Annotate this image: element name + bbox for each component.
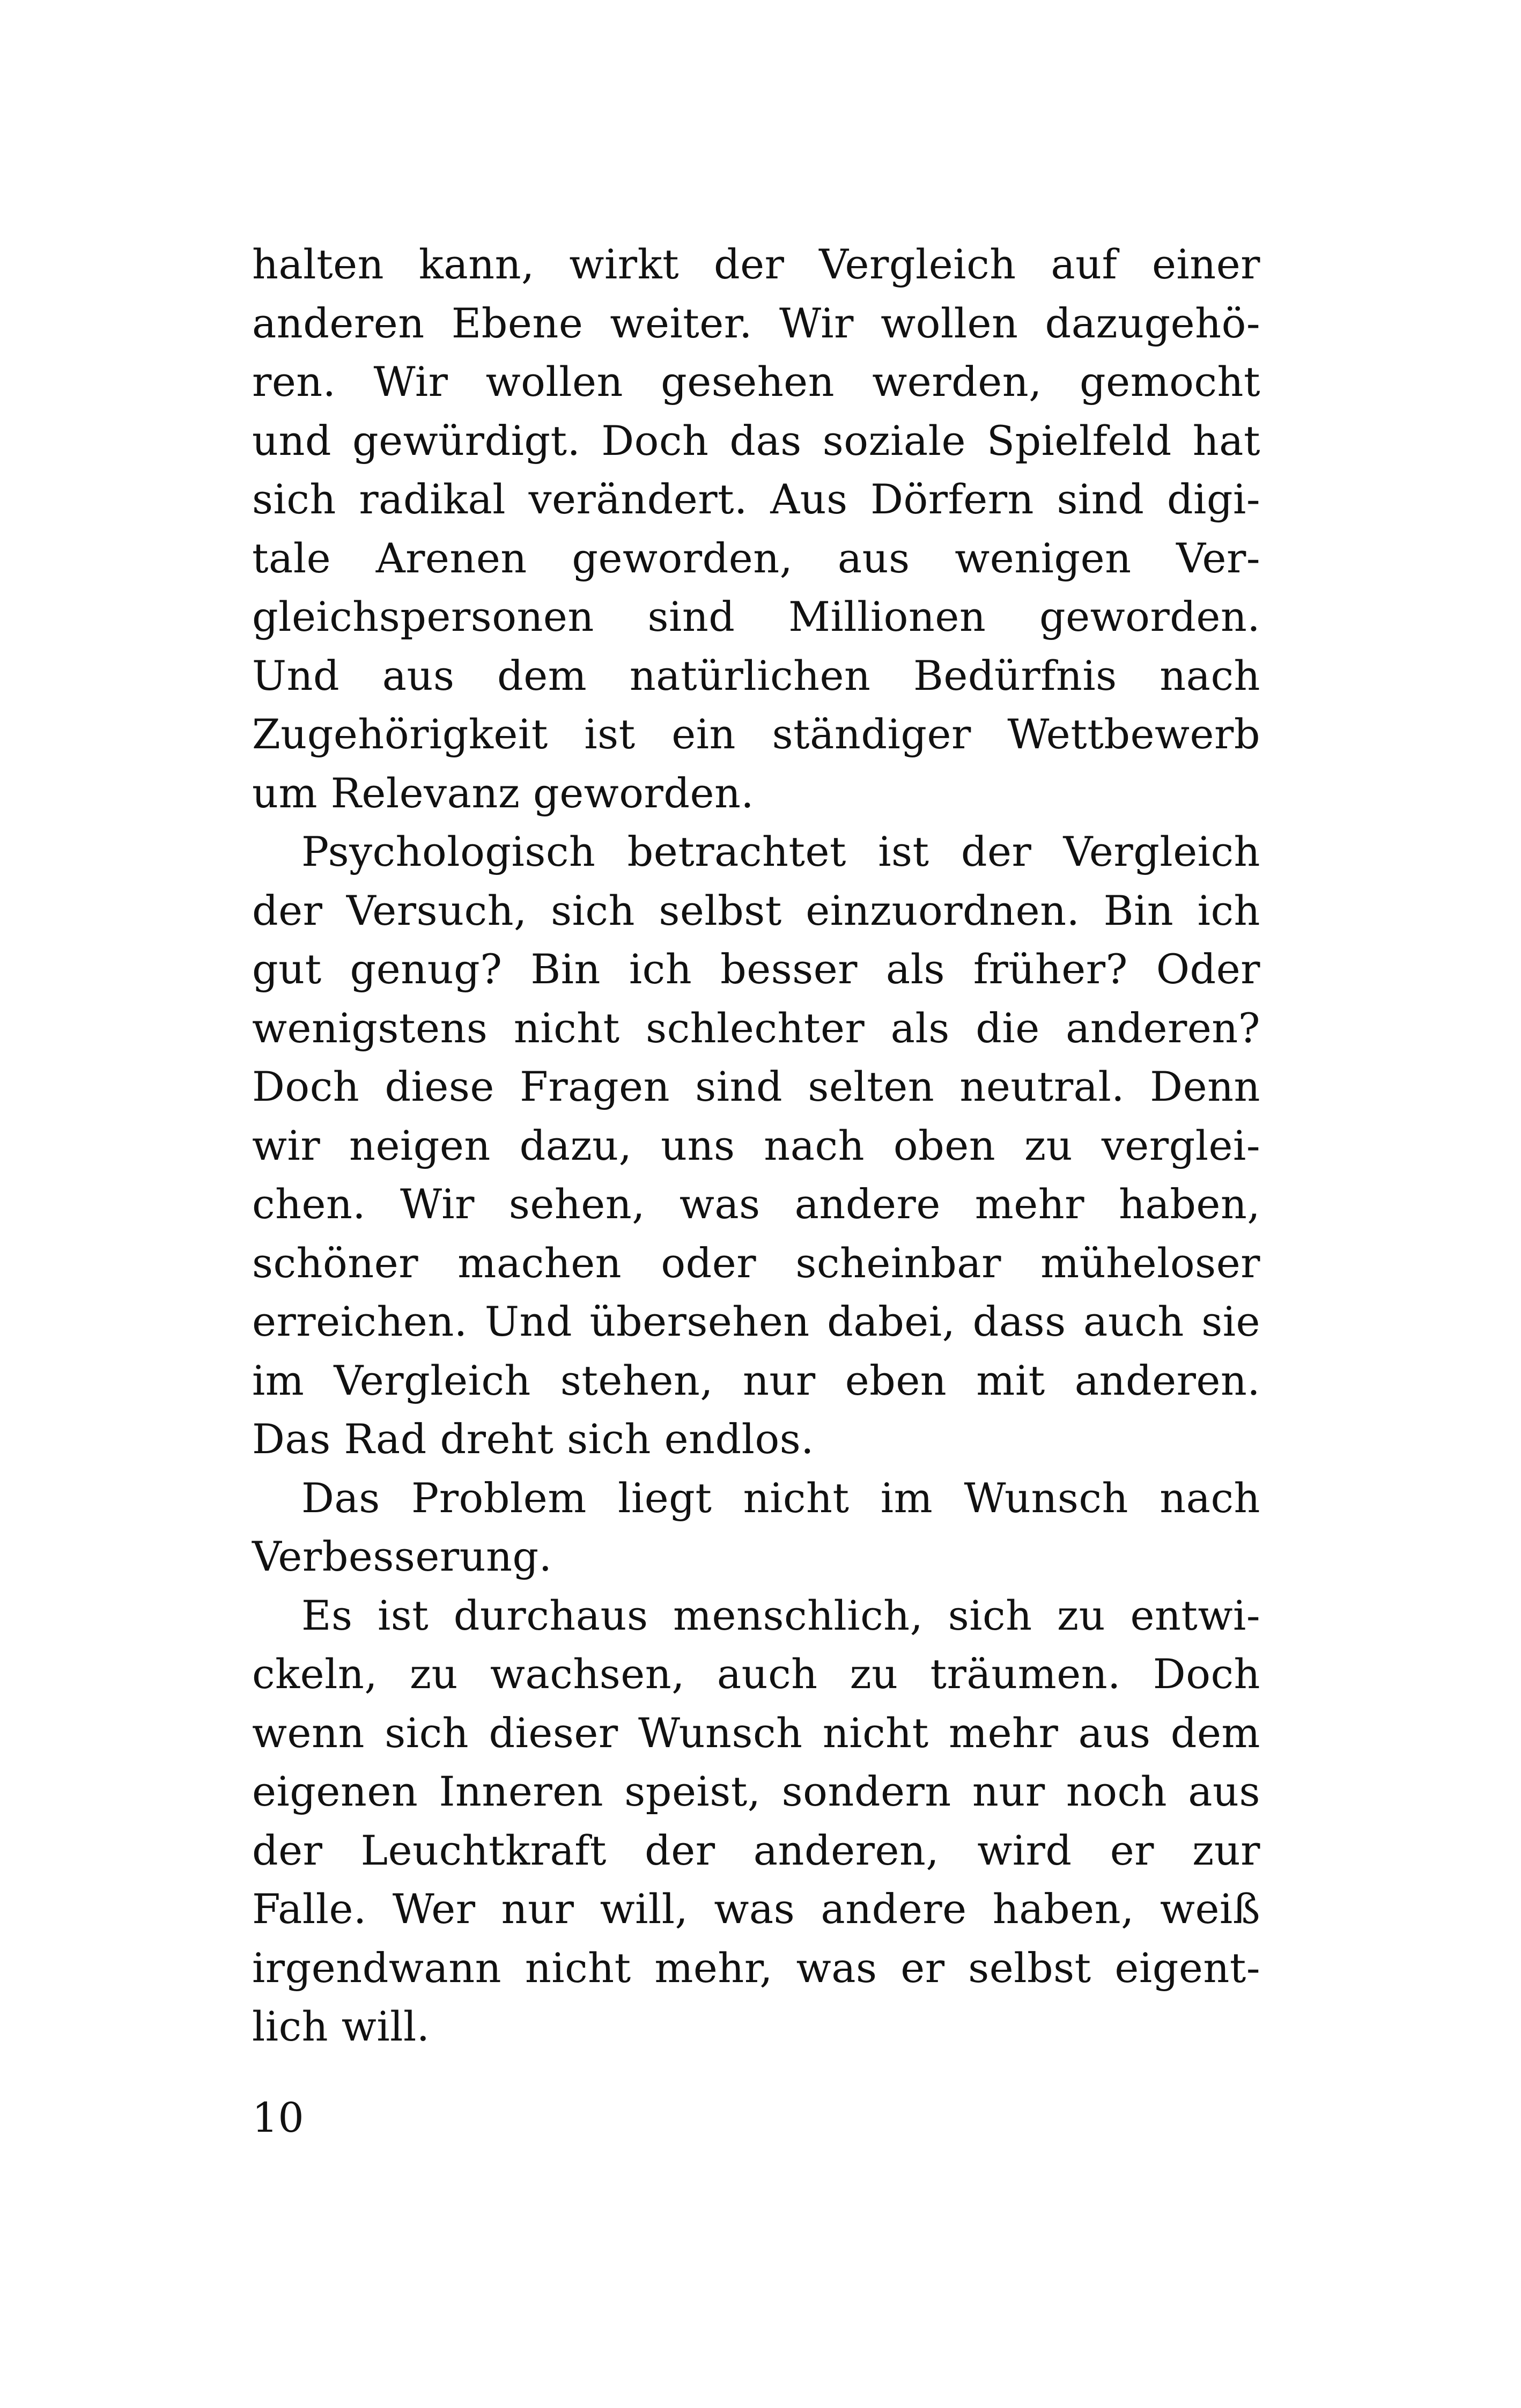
text-line: anderen Ebene weiter. Wir wollen dazugehö- xyxy=(252,299,1260,347)
text-line: halten kann, wirkt der Vergleich auf einer xyxy=(252,240,1260,288)
paragraph-1 xyxy=(252,235,1260,822)
text-line: Psychologisch betrachtet ist der Vergleich xyxy=(301,828,1260,875)
text-line: sich radikal verändert. Aus Dörfern sind digi- xyxy=(252,475,1260,523)
text-line: wenigstens nicht schlechter als die anderen? xyxy=(252,1004,1260,1052)
text-line: lich will. xyxy=(252,2002,430,2050)
text-line: im Vergleich stehen, nur eben mit anderen. xyxy=(252,1356,1260,1404)
text-line: Und aus dem natürlichen Bedürfnis nach xyxy=(252,651,1260,699)
text-line: eigenen Inneren speist, sondern nur noch aus xyxy=(252,1768,1260,1815)
text-line: Das Problem liegt nicht im Wunsch nach xyxy=(301,1474,1260,1522)
text-line: der Versuch, sich selbst einzuordnen. Bin ich xyxy=(252,886,1260,934)
text-line: Verbesserung. xyxy=(252,1533,552,1580)
paragraph-4 xyxy=(252,1586,1260,2056)
text-line: und gewürdigt. Doch das soziale Spielfeld hat xyxy=(252,416,1260,465)
paragraph-3 xyxy=(252,1469,1260,1586)
text-line: ckeln, zu wachsen, auch zu träumen. Doch xyxy=(252,1650,1260,1698)
text-line: irgendwann nicht mehr, was er selbst eigent- xyxy=(252,1943,1260,1992)
text-line: erreichen. Und übersehen dabei, dass auch sie xyxy=(252,1298,1260,1345)
text-line: Das Rad dreht sich endlos. xyxy=(252,1415,814,1463)
page-number: 10 xyxy=(252,2094,304,2141)
text-line: chen. Wir sehen, was andere mehr haben, xyxy=(252,1180,1260,1228)
text-line: Zugehörigkeit ist ein ständiger Wettbewerb xyxy=(252,710,1260,758)
paragraph-2 xyxy=(252,822,1260,1469)
text-line: gleichspersonen sind Millionen geworden. xyxy=(252,593,1260,640)
text-line: wenn sich dieser Wunsch nicht mehr aus dem xyxy=(252,1709,1260,1757)
text-line: Doch diese Fragen sind selten neutral. Denn xyxy=(252,1063,1260,1110)
text-line: ren. Wir wollen gesehen werden, gemocht xyxy=(252,358,1260,406)
text-line: tale Arenen geworden, aus wenigen Ver- xyxy=(252,534,1260,582)
text-line: schöner machen oder scheinbar müheloser xyxy=(252,1239,1260,1287)
text-line: wir neigen dazu, uns nach oben zu verglei- xyxy=(252,1121,1260,1169)
text-line: der Leuchtkraft der anderen, wird er zur xyxy=(252,1826,1260,1874)
text-line: um Relevanz geworden. xyxy=(252,769,755,817)
text-line: Es ist durchaus menschlich, sich zu entwi- xyxy=(301,1591,1260,1639)
body-text xyxy=(252,235,1260,2056)
text-line: Falle. Wer nur will, was andere haben, weiß xyxy=(252,1885,1260,1933)
text-line: gut genug? Bin ich besser als früher? Oder xyxy=(252,945,1260,993)
